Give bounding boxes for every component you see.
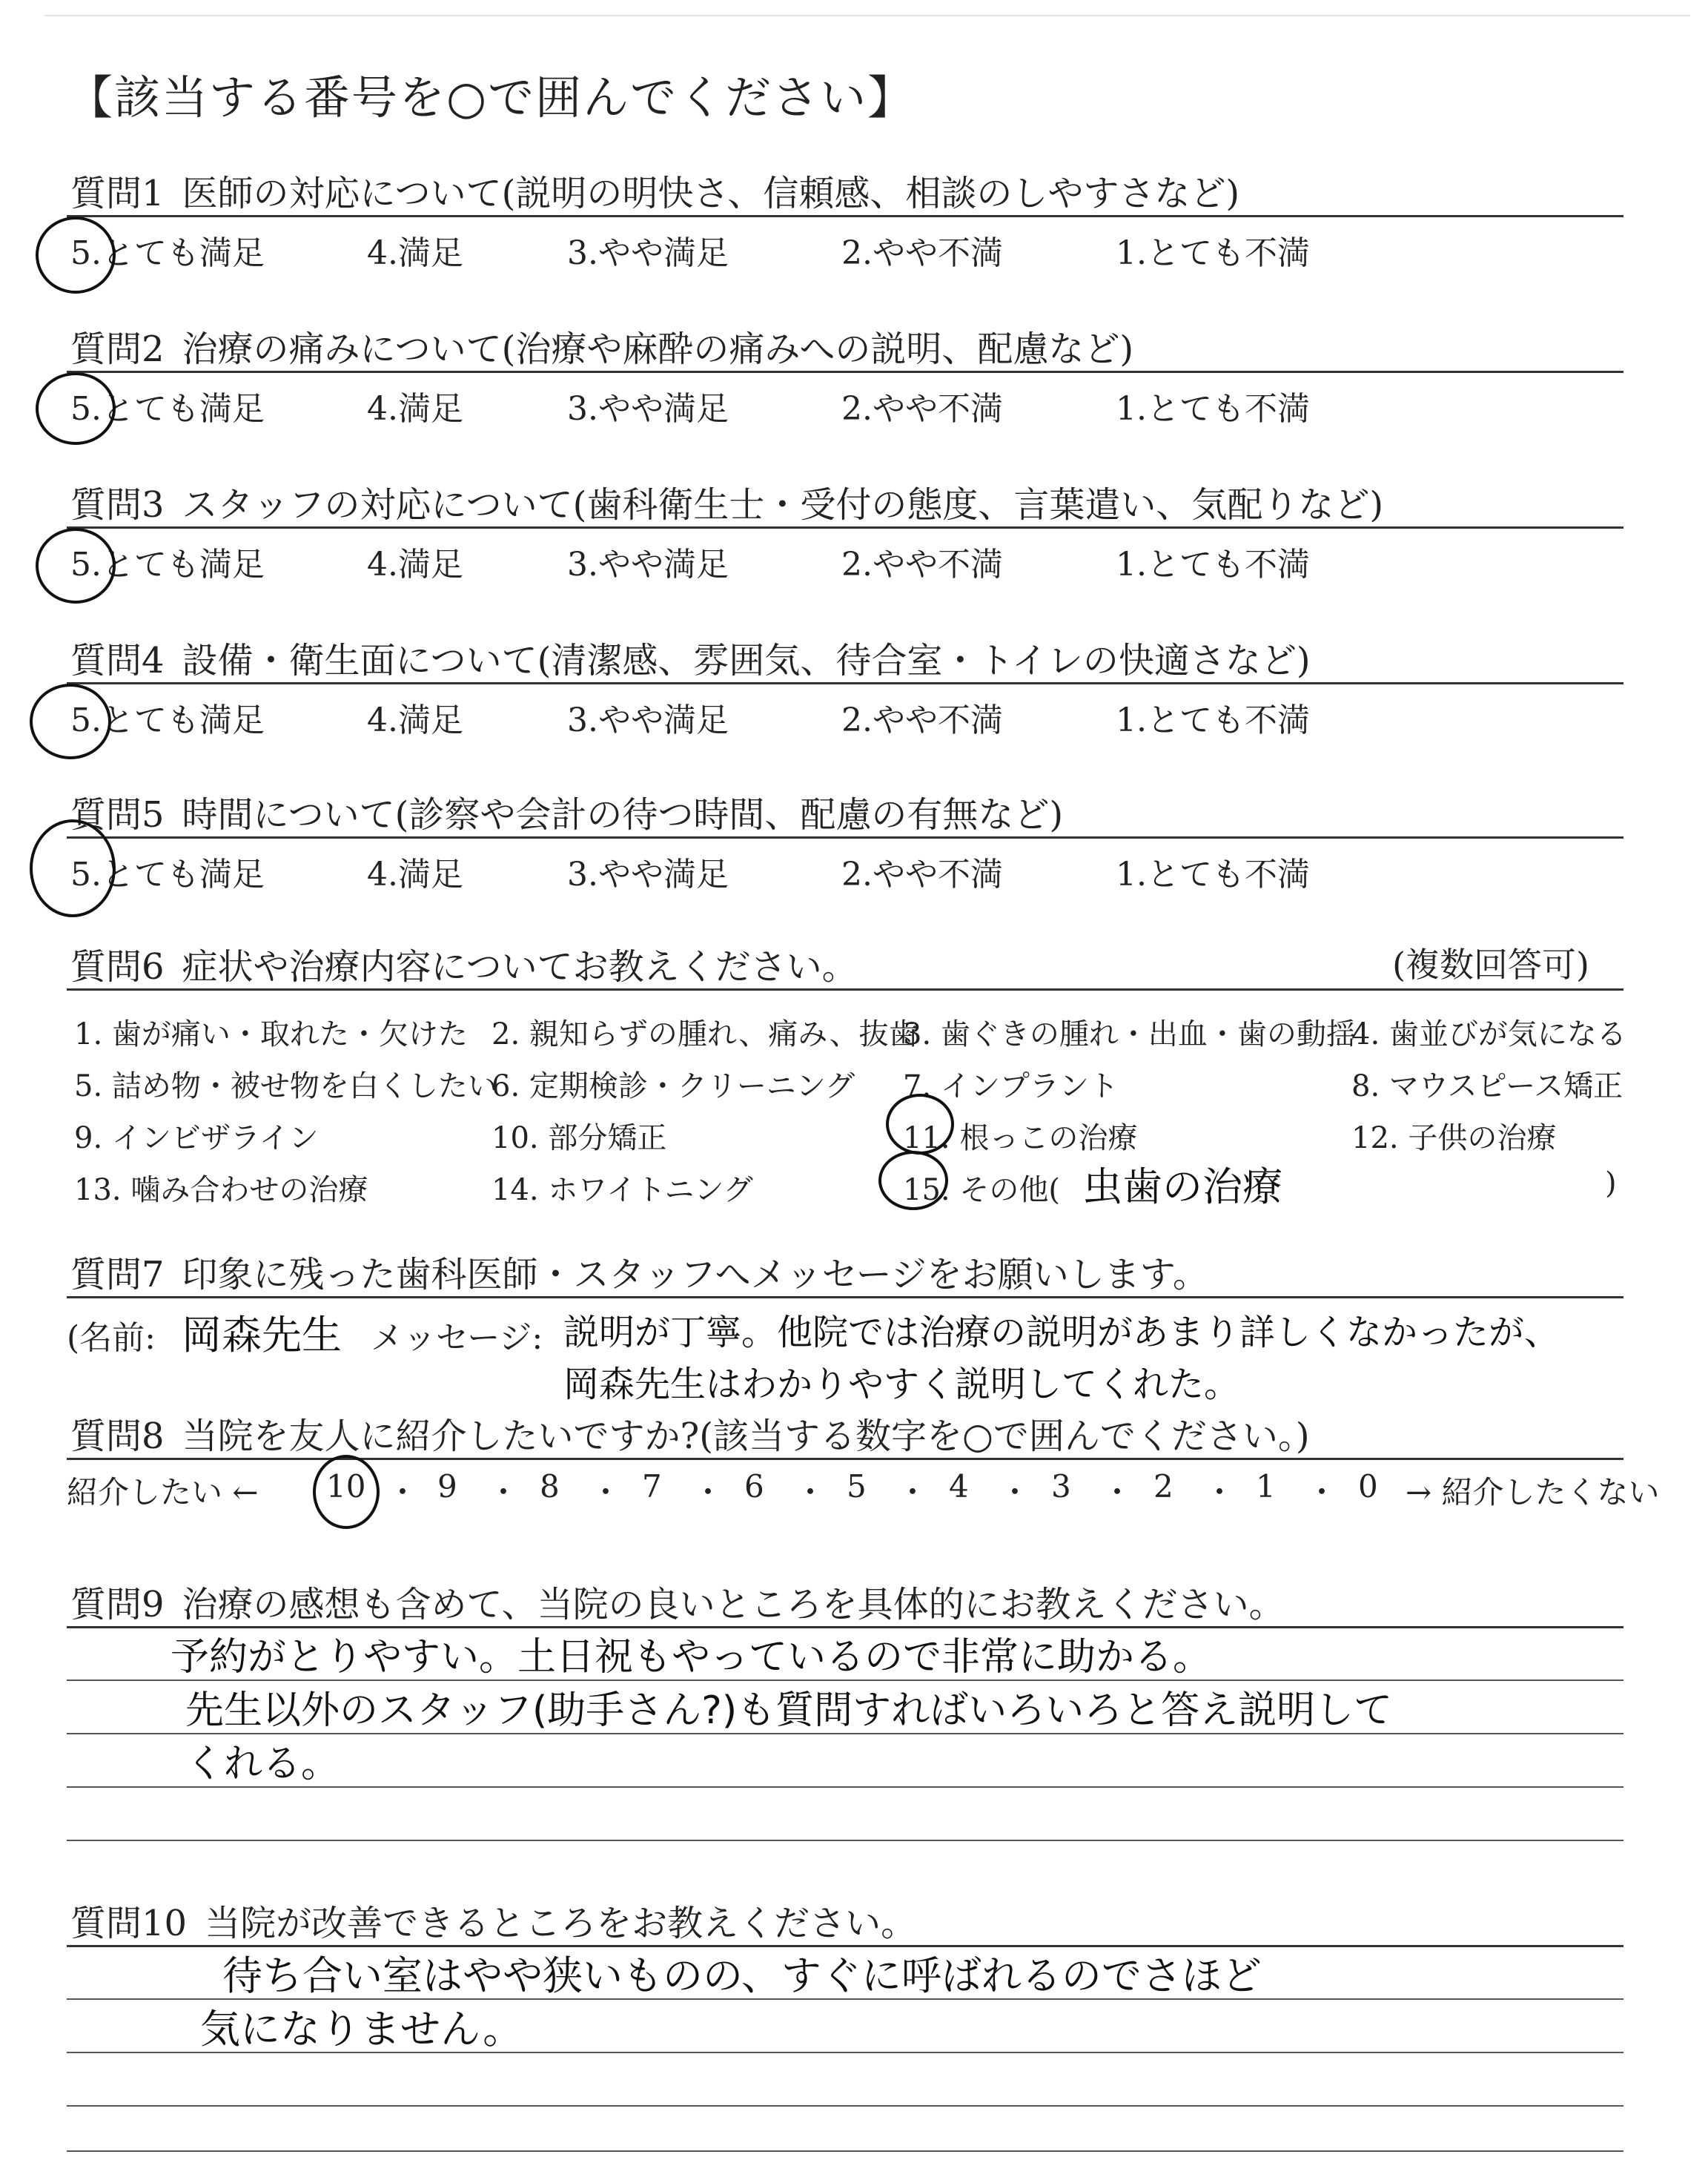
q9-answer-line-3: くれる。 <box>185 1742 340 1786</box>
option-2[interactable]: 2.やや不満 <box>841 234 1003 272</box>
q6-option[interactable]: 15. その他( <box>903 1173 1060 1207</box>
option-3[interactable]: 3.やや満足 <box>567 234 729 272</box>
question-number: 質問10 <box>70 1903 188 1944</box>
question-number: 質問5 <box>70 794 165 836</box>
option-1[interactable]: 1.とても不満 <box>1116 856 1310 894</box>
q6-option[interactable]: 9. インビザライン <box>74 1121 319 1155</box>
question-text: 医師の対応について(説明の明快さ、信頼感、相談のしやすさなど) <box>182 173 1240 214</box>
scale-number[interactable]: 0 <box>1358 1468 1378 1505</box>
option-1[interactable]: 1.とても不満 <box>1116 390 1310 428</box>
answer-line <box>67 1840 1623 1841</box>
option-2[interactable]: 2.やや不満 <box>841 546 1003 584</box>
question-rule <box>67 1296 1623 1298</box>
question-5 <box>70 786 1063 837</box>
question-rule <box>67 988 1623 991</box>
question-rule <box>67 836 1623 839</box>
question-text: 当院が改善できるところをお教えください。 <box>205 1903 917 1944</box>
question-6 <box>70 938 858 989</box>
q6-option[interactable]: 2. 親知らずの腫れ、痛み、抜歯 <box>491 1017 918 1051</box>
q6-option[interactable]: 8. マウスピース矯正 <box>1351 1069 1623 1103</box>
scale-separator: ・ <box>1306 1474 1338 1510</box>
q6-option[interactable]: 6. 定期検診・クリーニング <box>491 1069 855 1103</box>
question-8 <box>70 1407 1310 1459</box>
answer-line <box>67 2150 1623 2152</box>
option-3[interactable]: 3.やや満足 <box>567 701 729 739</box>
scale-separator: ・ <box>692 1474 724 1510</box>
option-2[interactable]: 2.やや不満 <box>841 390 1003 428</box>
scale-number[interactable]: 2 <box>1153 1468 1174 1505</box>
question-1 <box>70 165 1239 216</box>
option-1[interactable]: 1.とても不満 <box>1116 234 1310 272</box>
question-number: 質問9 <box>70 1584 165 1625</box>
option-3[interactable]: 3.やや満足 <box>567 546 729 584</box>
option-4[interactable]: 4.満足 <box>367 701 463 739</box>
scale-separator: ・ <box>897 1474 929 1510</box>
q6-other-answer: 虫歯の治療 <box>1082 1163 1282 1210</box>
q7-message-line-1: 説明が丁寧。他院では治療の説明があまり詳しくなかったが、 <box>563 1312 1560 1353</box>
q6-option[interactable]: 1. 歯が痛い・取れた・欠けた <box>74 1017 468 1051</box>
option-1[interactable]: 1.とても不満 <box>1116 546 1310 584</box>
q7-message-line-2: 岡森先生はわかりやすく説明してくれた。 <box>563 1364 1240 1405</box>
scale-separator: ・ <box>590 1474 622 1510</box>
q10-answer-line-2: 気になりません。 <box>200 2006 523 2052</box>
scale-number[interactable]: 5 <box>847 1468 867 1505</box>
q6-option[interactable]: 11. 根っこの治療 <box>903 1121 1138 1155</box>
option-5[interactable]: 5.とても満足 <box>70 701 265 739</box>
question-text: 時間について(診察や会計の待つ時間、配慮の有無など) <box>182 794 1064 836</box>
option-4[interactable]: 4.満足 <box>367 856 463 894</box>
q6-other-close-paren: ) <box>1605 1166 1617 1200</box>
question-number: 質問7 <box>70 1254 165 1295</box>
question-rule <box>67 682 1623 684</box>
question-2 <box>70 320 1133 371</box>
q6-option[interactable]: 14. ホワイトニング <box>491 1173 753 1207</box>
option-3[interactable]: 3.やや満足 <box>567 390 729 428</box>
question-text: スタッフの対応について(歯科衛生士・受付の態度、言葉遣い、気配りなど) <box>182 484 1384 526</box>
rating-options-q5 <box>70 848 1405 892</box>
question-9 <box>70 1576 1285 1627</box>
question-7 <box>70 1246 1208 1297</box>
question-text: 治療の感想も含めて、当院の良いところを具体的にお教えください。 <box>182 1584 1285 1625</box>
question-number: 質問6 <box>70 946 165 988</box>
q7-name-label: (名前: <box>67 1319 156 1357</box>
question-text: 治療の痛みについて(治療や麻酔の痛みへの説明、配慮など) <box>182 328 1134 370</box>
scale-number[interactable]: 1 <box>1256 1468 1276 1505</box>
recommend-scale <box>67 1468 1660 1513</box>
top-border <box>44 15 1690 16</box>
question-4 <box>70 632 1311 683</box>
question-text: 設備・衛生面について(清潔感、雰囲気、待合室・トイレの快適さなど) <box>182 640 1311 681</box>
question-number: 質問1 <box>70 173 165 214</box>
scale-number[interactable]: 4 <box>949 1468 969 1505</box>
q6-option[interactable]: 4. 歯並びが気になる <box>1351 1017 1626 1051</box>
scale-number[interactable]: 10 <box>326 1468 366 1505</box>
rating-options-q1 <box>70 226 1405 271</box>
q7-message-label: メッセージ: <box>371 1319 543 1357</box>
question-number: 質問3 <box>70 484 165 526</box>
scale-separator: ・ <box>1102 1474 1133 1510</box>
answer-line <box>67 2105 1623 2107</box>
scale-left-label: 紹介したい ← <box>67 1474 259 1510</box>
question-rule <box>67 1458 1623 1460</box>
q6-option[interactable]: 7. インプラント <box>903 1069 1119 1103</box>
scale-separator: ・ <box>999 1474 1031 1510</box>
q6-option[interactable]: 13. 噛み合わせの治療 <box>74 1173 368 1207</box>
option-5[interactable]: 5.とても満足 <box>70 390 265 428</box>
scale-number[interactable]: 8 <box>540 1468 560 1505</box>
question-text: 印象に残った歯科医師・スタッフへメッセージをお願いします。 <box>182 1254 1208 1295</box>
option-4[interactable]: 4.満足 <box>367 390 463 428</box>
scale-separator: ・ <box>387 1474 419 1510</box>
option-2[interactable]: 2.やや不満 <box>841 701 1003 739</box>
scale-number[interactable]: 3 <box>1051 1468 1071 1505</box>
scale-number[interactable]: 9 <box>437 1468 457 1505</box>
q9-answer-line-1: 予約がとりやすい。土日祝もやっているので非常に助かる。 <box>171 1635 1212 1680</box>
q6-option[interactable]: 3. 歯ぐきの腫れ・出血・歯の動揺 <box>903 1017 1356 1051</box>
rating-options-q4 <box>70 693 1405 738</box>
option-5[interactable]: 5.とても満足 <box>70 856 265 894</box>
scale-separator: ・ <box>795 1474 827 1510</box>
q9-answer-line-2: 先生以外のスタッフ(助手さん?)も質問すればいろいろと答え説明して <box>185 1688 1393 1733</box>
question-rule <box>67 215 1623 217</box>
scale-separator: ・ <box>488 1474 520 1510</box>
question-text: 当院を友人に紹介したいですか?(該当する数字を○で囲んでください。) <box>182 1416 1310 1457</box>
q7-name-answer: 岡森先生 <box>182 1312 342 1358</box>
rating-options-q3 <box>70 538 1405 582</box>
question-number: 質問2 <box>70 328 165 370</box>
question-text: 症状や治療内容についてお教えください。 <box>182 946 858 988</box>
question-rule <box>67 526 1623 529</box>
rating-options-q2 <box>70 382 1405 426</box>
question-rule <box>67 371 1623 373</box>
option-5[interactable]: 5.とても満足 <box>70 234 265 272</box>
q6-option[interactable]: 12. 子供の治療 <box>1351 1121 1557 1155</box>
scale-separator: ・ <box>1204 1474 1236 1510</box>
option-3[interactable]: 3.やや満足 <box>567 856 729 894</box>
question-number: 質問4 <box>70 640 165 681</box>
option-1[interactable]: 1.とても不満 <box>1116 701 1310 739</box>
q6-option[interactable]: 5. 詰め物・被せ物を白くしたい <box>74 1069 497 1103</box>
question-10 <box>70 1895 916 1946</box>
scale-number[interactable]: 7 <box>642 1468 662 1505</box>
option-4[interactable]: 4.満足 <box>367 234 463 272</box>
q6-option[interactable]: 10. 部分矯正 <box>491 1121 667 1155</box>
question-number: 質問8 <box>70 1416 165 1457</box>
scale-number[interactable]: 6 <box>744 1468 764 1505</box>
form-header: 【該当する番号を○で囲んでください】 <box>67 70 916 125</box>
option-5[interactable]: 5.とても満足 <box>70 546 265 584</box>
multiple-answer-note: (複数回答可) <box>1392 945 1589 985</box>
option-4[interactable]: 4.満足 <box>367 546 463 584</box>
option-2[interactable]: 2.やや不満 <box>841 856 1003 894</box>
question-3 <box>70 476 1383 527</box>
scale-right-label: → 紹介したくない <box>1406 1474 1660 1510</box>
q10-answer-line-1: 待ち合い室はやや狭いものの、すぐに呼ばれるのでさほど <box>222 1952 1262 1999</box>
